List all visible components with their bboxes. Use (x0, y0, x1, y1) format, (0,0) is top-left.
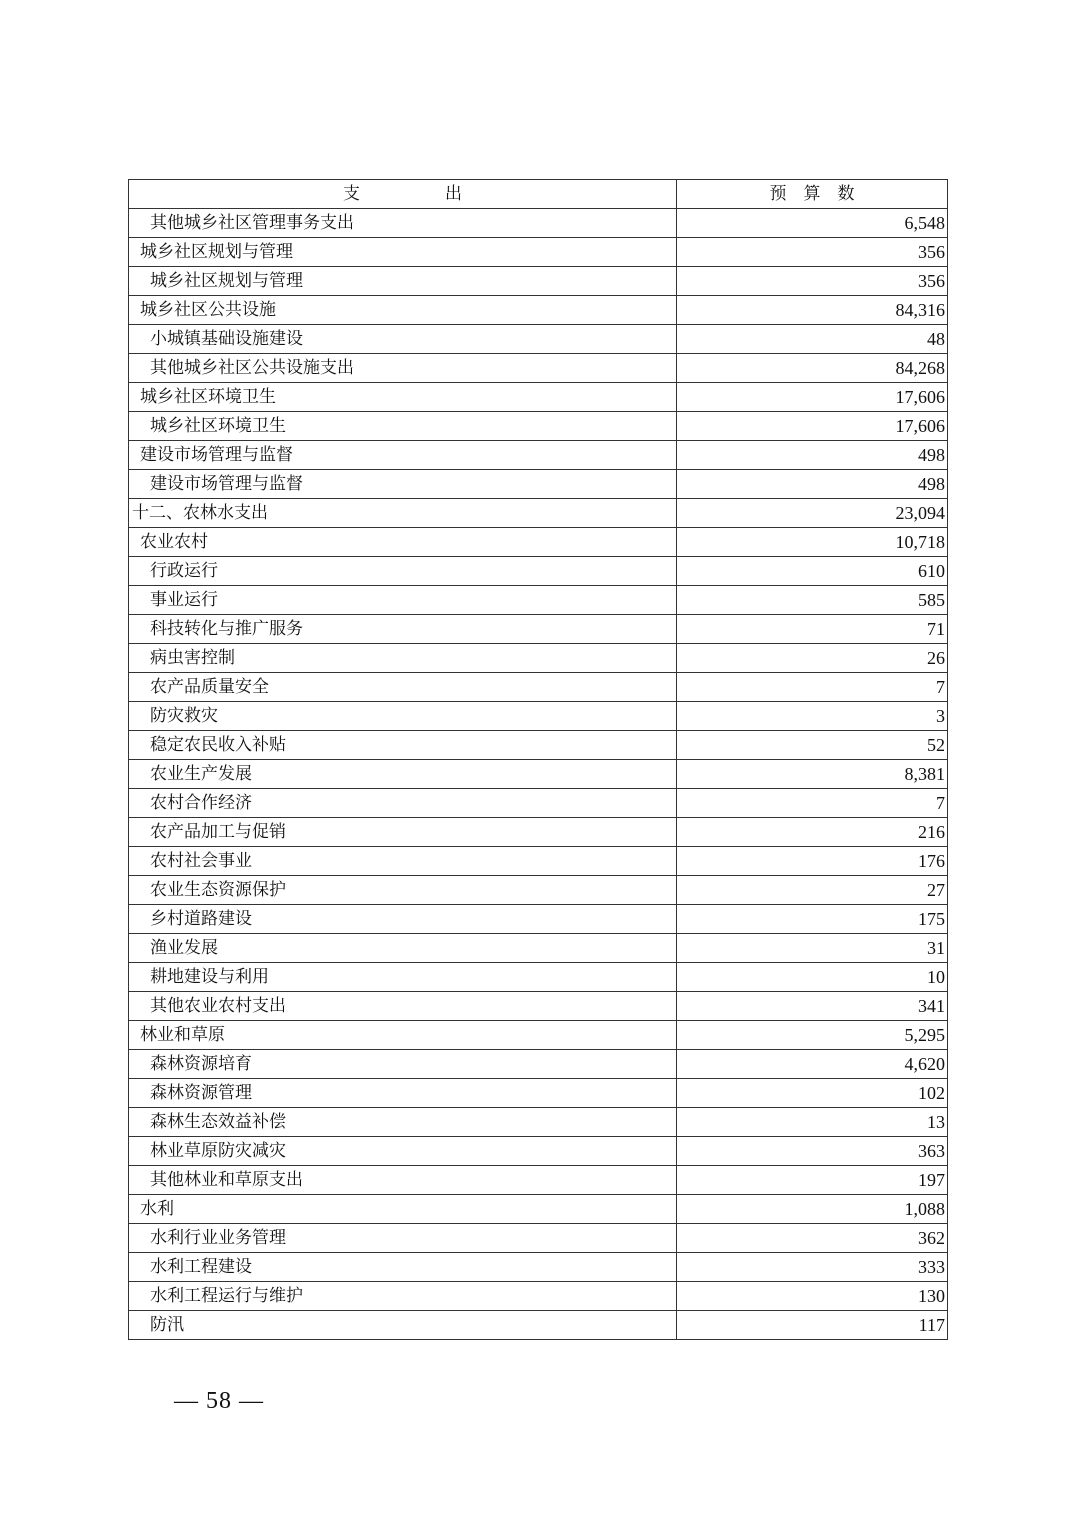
table-row (129, 702, 948, 731)
table-row (129, 847, 948, 876)
row-amount: 4,620 (677, 1050, 948, 1079)
table-row (129, 1079, 948, 1108)
row-amount: 7 (677, 789, 948, 818)
row-amount: 102 (677, 1079, 948, 1108)
row-category: 城乡社区环境卫生 (129, 412, 677, 441)
row-category: 林业草原防灾减灾 (129, 1137, 677, 1166)
row-amount: 117 (677, 1311, 948, 1340)
row-amount: 175 (677, 905, 948, 934)
budget-table (128, 179, 948, 1340)
row-category: 城乡社区规划与管理 (129, 267, 677, 296)
row-amount: 176 (677, 847, 948, 876)
row-category: 农产品质量安全 (129, 673, 677, 702)
table-row (129, 1311, 948, 1340)
row-amount: 341 (677, 992, 948, 1021)
row-category: 城乡社区规划与管理 (129, 238, 677, 267)
row-amount: 1,088 (677, 1195, 948, 1224)
table-row (129, 789, 948, 818)
table-row (129, 470, 948, 499)
row-amount: 31 (677, 934, 948, 963)
row-amount: 130 (677, 1282, 948, 1311)
table-body (129, 209, 948, 1340)
row-category: 其他林业和草原支出 (129, 1166, 677, 1195)
row-category: 渔业发展 (129, 934, 677, 963)
row-category: 建设市场管理与监督 (129, 470, 677, 499)
row-amount: 498 (677, 470, 948, 499)
row-amount: 10,718 (677, 528, 948, 557)
table-row (129, 267, 948, 296)
table-row (129, 992, 948, 1021)
row-category: 农业生态资源保护 (129, 876, 677, 905)
table-row (129, 1137, 948, 1166)
row-amount: 8,381 (677, 760, 948, 789)
table-row (129, 1253, 948, 1282)
row-amount: 362 (677, 1224, 948, 1253)
row-category: 科技转化与推广服务 (129, 615, 677, 644)
row-category: 其他城乡社区公共设施支出 (129, 354, 677, 383)
header-expenditure: 支 出 (129, 180, 677, 209)
table-row (129, 441, 948, 470)
table-row (129, 528, 948, 557)
row-amount: 26 (677, 644, 948, 673)
row-category: 林业和草原 (129, 1021, 677, 1050)
row-category: 小城镇基础设施建设 (129, 325, 677, 354)
header-budget-amount: 预 算 数 (677, 180, 948, 209)
row-amount: 498 (677, 441, 948, 470)
row-amount: 585 (677, 586, 948, 615)
row-category: 农业农村 (129, 528, 677, 557)
row-category: 乡村道路建设 (129, 905, 677, 934)
table-row (129, 934, 948, 963)
table-row (129, 963, 948, 992)
row-category: 防灾救灾 (129, 702, 677, 731)
row-amount: 10 (677, 963, 948, 992)
row-category: 十二、农林水支出 (129, 499, 677, 528)
table-row (129, 673, 948, 702)
table-row (129, 296, 948, 325)
row-amount: 197 (677, 1166, 948, 1195)
row-amount: 5,295 (677, 1021, 948, 1050)
table-row (129, 412, 948, 441)
row-amount: 84,316 (677, 296, 948, 325)
table-row (129, 1195, 948, 1224)
row-amount: 71 (677, 615, 948, 644)
row-amount: 23,094 (677, 499, 948, 528)
row-category: 水利工程运行与维护 (129, 1282, 677, 1311)
table-row (129, 557, 948, 586)
row-amount: 7 (677, 673, 948, 702)
row-amount: 17,606 (677, 383, 948, 412)
row-amount: 52 (677, 731, 948, 760)
table-header-row (129, 180, 948, 209)
row-category: 行政运行 (129, 557, 677, 586)
table-row (129, 1050, 948, 1079)
table-row (129, 818, 948, 847)
row-category: 水利行业业务管理 (129, 1224, 677, 1253)
row-amount: 13 (677, 1108, 948, 1137)
table-row (129, 499, 948, 528)
row-category: 森林资源管理 (129, 1079, 677, 1108)
row-category: 农产品加工与促销 (129, 818, 677, 847)
row-category: 建设市场管理与监督 (129, 441, 677, 470)
row-amount: 6,548 (677, 209, 948, 238)
row-category: 农村社会事业 (129, 847, 677, 876)
row-category: 农村合作经济 (129, 789, 677, 818)
row-amount: 84,268 (677, 354, 948, 383)
row-amount: 356 (677, 267, 948, 296)
table-row (129, 876, 948, 905)
row-category: 农业生产发展 (129, 760, 677, 789)
row-category: 森林生态效益补偿 (129, 1108, 677, 1137)
row-amount: 27 (677, 876, 948, 905)
table-row (129, 1282, 948, 1311)
table-row (129, 1224, 948, 1253)
row-category: 水利 (129, 1195, 677, 1224)
table-row (129, 209, 948, 238)
row-category: 病虫害控制 (129, 644, 677, 673)
row-category: 耕地建设与利用 (129, 963, 677, 992)
row-amount: 333 (677, 1253, 948, 1282)
row-category: 防汛 (129, 1311, 677, 1340)
row-amount: 216 (677, 818, 948, 847)
row-category: 稳定农民收入补贴 (129, 731, 677, 760)
row-category: 事业运行 (129, 586, 677, 615)
page-number: — 58 — (174, 1388, 264, 1414)
row-amount: 48 (677, 325, 948, 354)
table-row (129, 760, 948, 789)
row-category: 其他城乡社区管理事务支出 (129, 209, 677, 238)
row-amount: 3 (677, 702, 948, 731)
table-row (129, 1108, 948, 1137)
row-category: 其他农业农村支出 (129, 992, 677, 1021)
table-row (129, 1166, 948, 1195)
row-amount: 356 (677, 238, 948, 267)
row-category: 城乡社区公共设施 (129, 296, 677, 325)
table-row (129, 644, 948, 673)
table-row (129, 1021, 948, 1050)
table-row (129, 238, 948, 267)
table-row (129, 615, 948, 644)
row-amount: 610 (677, 557, 948, 586)
row-amount: 363 (677, 1137, 948, 1166)
table-row (129, 586, 948, 615)
row-category: 森林资源培育 (129, 1050, 677, 1079)
row-category: 城乡社区环境卫生 (129, 383, 677, 412)
table-row (129, 905, 948, 934)
row-category: 水利工程建设 (129, 1253, 677, 1282)
table-row (129, 731, 948, 760)
row-amount: 17,606 (677, 412, 948, 441)
table-row (129, 383, 948, 412)
table-row (129, 325, 948, 354)
table-row (129, 354, 948, 383)
